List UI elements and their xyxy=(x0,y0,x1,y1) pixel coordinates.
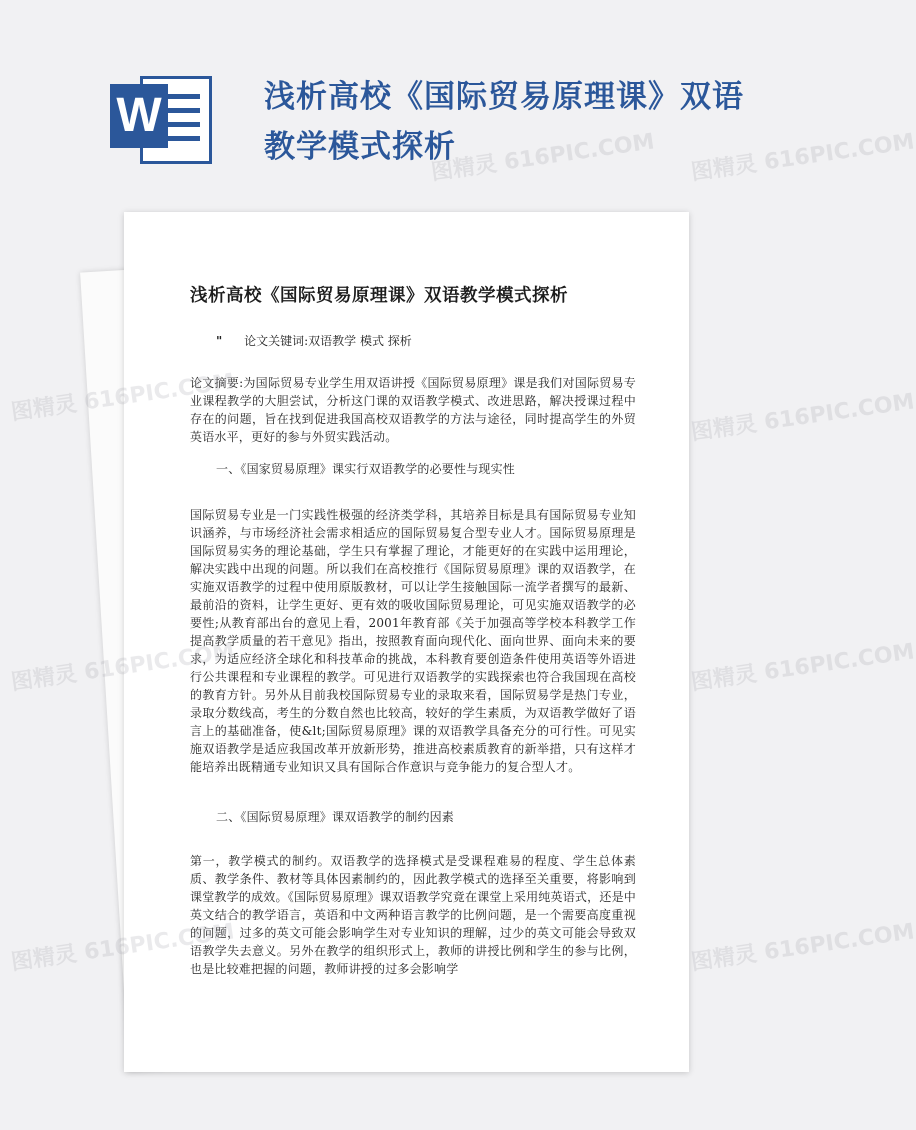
watermark: 图精灵 616PIC.COM xyxy=(9,919,237,976)
watermark: 图精灵 616PIC.COM xyxy=(9,369,237,426)
watermark: 图精灵 616PIC.COM xyxy=(689,919,916,976)
watermark: 图精灵 616PIC.COM xyxy=(689,389,916,446)
section-2-heading: 二、《国际贸易原理》课双语教学的制约因素 xyxy=(216,810,455,824)
document-page xyxy=(124,212,689,1072)
document-title: 浅析高校《国际贸易原理课》双语教学模式探析 xyxy=(190,286,568,306)
keywords-quote: " xyxy=(216,334,223,348)
section-1-heading: 一、《国家贸易原理》课实行双语教学的必要性与现实性 xyxy=(216,462,516,476)
watermark: 图精灵 616PIC.COM xyxy=(689,129,916,186)
abstract-paragraph: 论文摘要:为国际贸易专业学生用双语讲授《国际贸易原理》课是我们对国际贸易专业课程教学的大胆尝试，分析这门课的双语教学模式、改进思路，解决授课过程中存在的问题，旨在找到促进我国高校双语教学的方法与途径，同时提高学生的外贸英语水平，更好的参与外贸实践活动。 xyxy=(190,376,636,444)
keywords-text: 论文关键词:双语教学 模式 探析 xyxy=(244,334,412,348)
word-letter-badge: W xyxy=(110,84,168,148)
word-document-icon xyxy=(110,72,212,168)
section-1-paragraph: 国际贸易专业是一门实践性极强的经济类学科，其培养目标是具有国际贸易专业知识涵养，与市场经济社会需求相适应的国际贸易复合型专业人才。国际贸易原理是国际贸易实务的理论基础，学生只有掌握了理论，才能更好的在实践中运用理论，解决实践中出现的问题。所以我们在高校推行《国际贸易原理》课的双语教学，在实施双语教学的过程中使用原版教材，可以让学生接触国际一流学者撰写的最新、最前沿的资料，让学生更好、更有效的吸收国际贸易理论，可见实施双语教学的必要性;从教育部出台的意见上看，2001年教育部《关于加强高等学校本科教学工作提高教学质量的若干意见》指出，按照教育面向现代化、面向世界、面向未来的要求，为适应经济全球化和科技革命的挑战，本科教育要创造条件使用英语等外语进行公共课程和专业课程的教学。可见进行双语教学的实践探索也符合我国现在高校的教育方针。另外从目前我校国际贸易专业的录取来看，国际贸易学是热门专业，录取分数线高，考生的分数自然也比较高，较好的学生素质，为双语教学做好了语言上的基础准备，使&lt;国际贸易原理》课的双语教学具备充分的可行性。可见实施双语教学是适应我国改革开放新形势，推进高校素质教育的新举措，只有这样才能培养出既精通专业知识又具有国际合作意识与竞争能力的复合型人才。 xyxy=(190,508,636,774)
keywords-line xyxy=(216,332,412,349)
page-header-title: 浅析高校《国际贸易原理课》双语教学模式探析 xyxy=(264,79,744,165)
section-2-paragraph: 第一，教学模式的制约。双语教学的选择模式是受课程难易的程度、学生总体素质、教学条件、教材等具体因素制约的，因此教学模式的选择至关重要，将影响到课堂教学的成效。《国际贸易原理》课双语教学究竟在课堂上采用纯英语式，还是中英文结合的教学语言，英语和中文两种语言教学的比例问题，是一个需要高度重视的问题，过多的英文可能会影响学生对专业知识的理解，过少的英文可能会导致双语教学失去意义。另外在教学的组织形式上，教师的讲授比例和学生的参与比例，也是比较难把握的问题，教师讲授的过多会影响学 xyxy=(190,854,636,976)
watermark: 图精灵 616PIC.COM xyxy=(689,639,916,696)
watermark: 图精灵 616PIC.COM xyxy=(9,639,237,696)
watermark: 图精灵 616PIC.COM xyxy=(429,129,657,186)
